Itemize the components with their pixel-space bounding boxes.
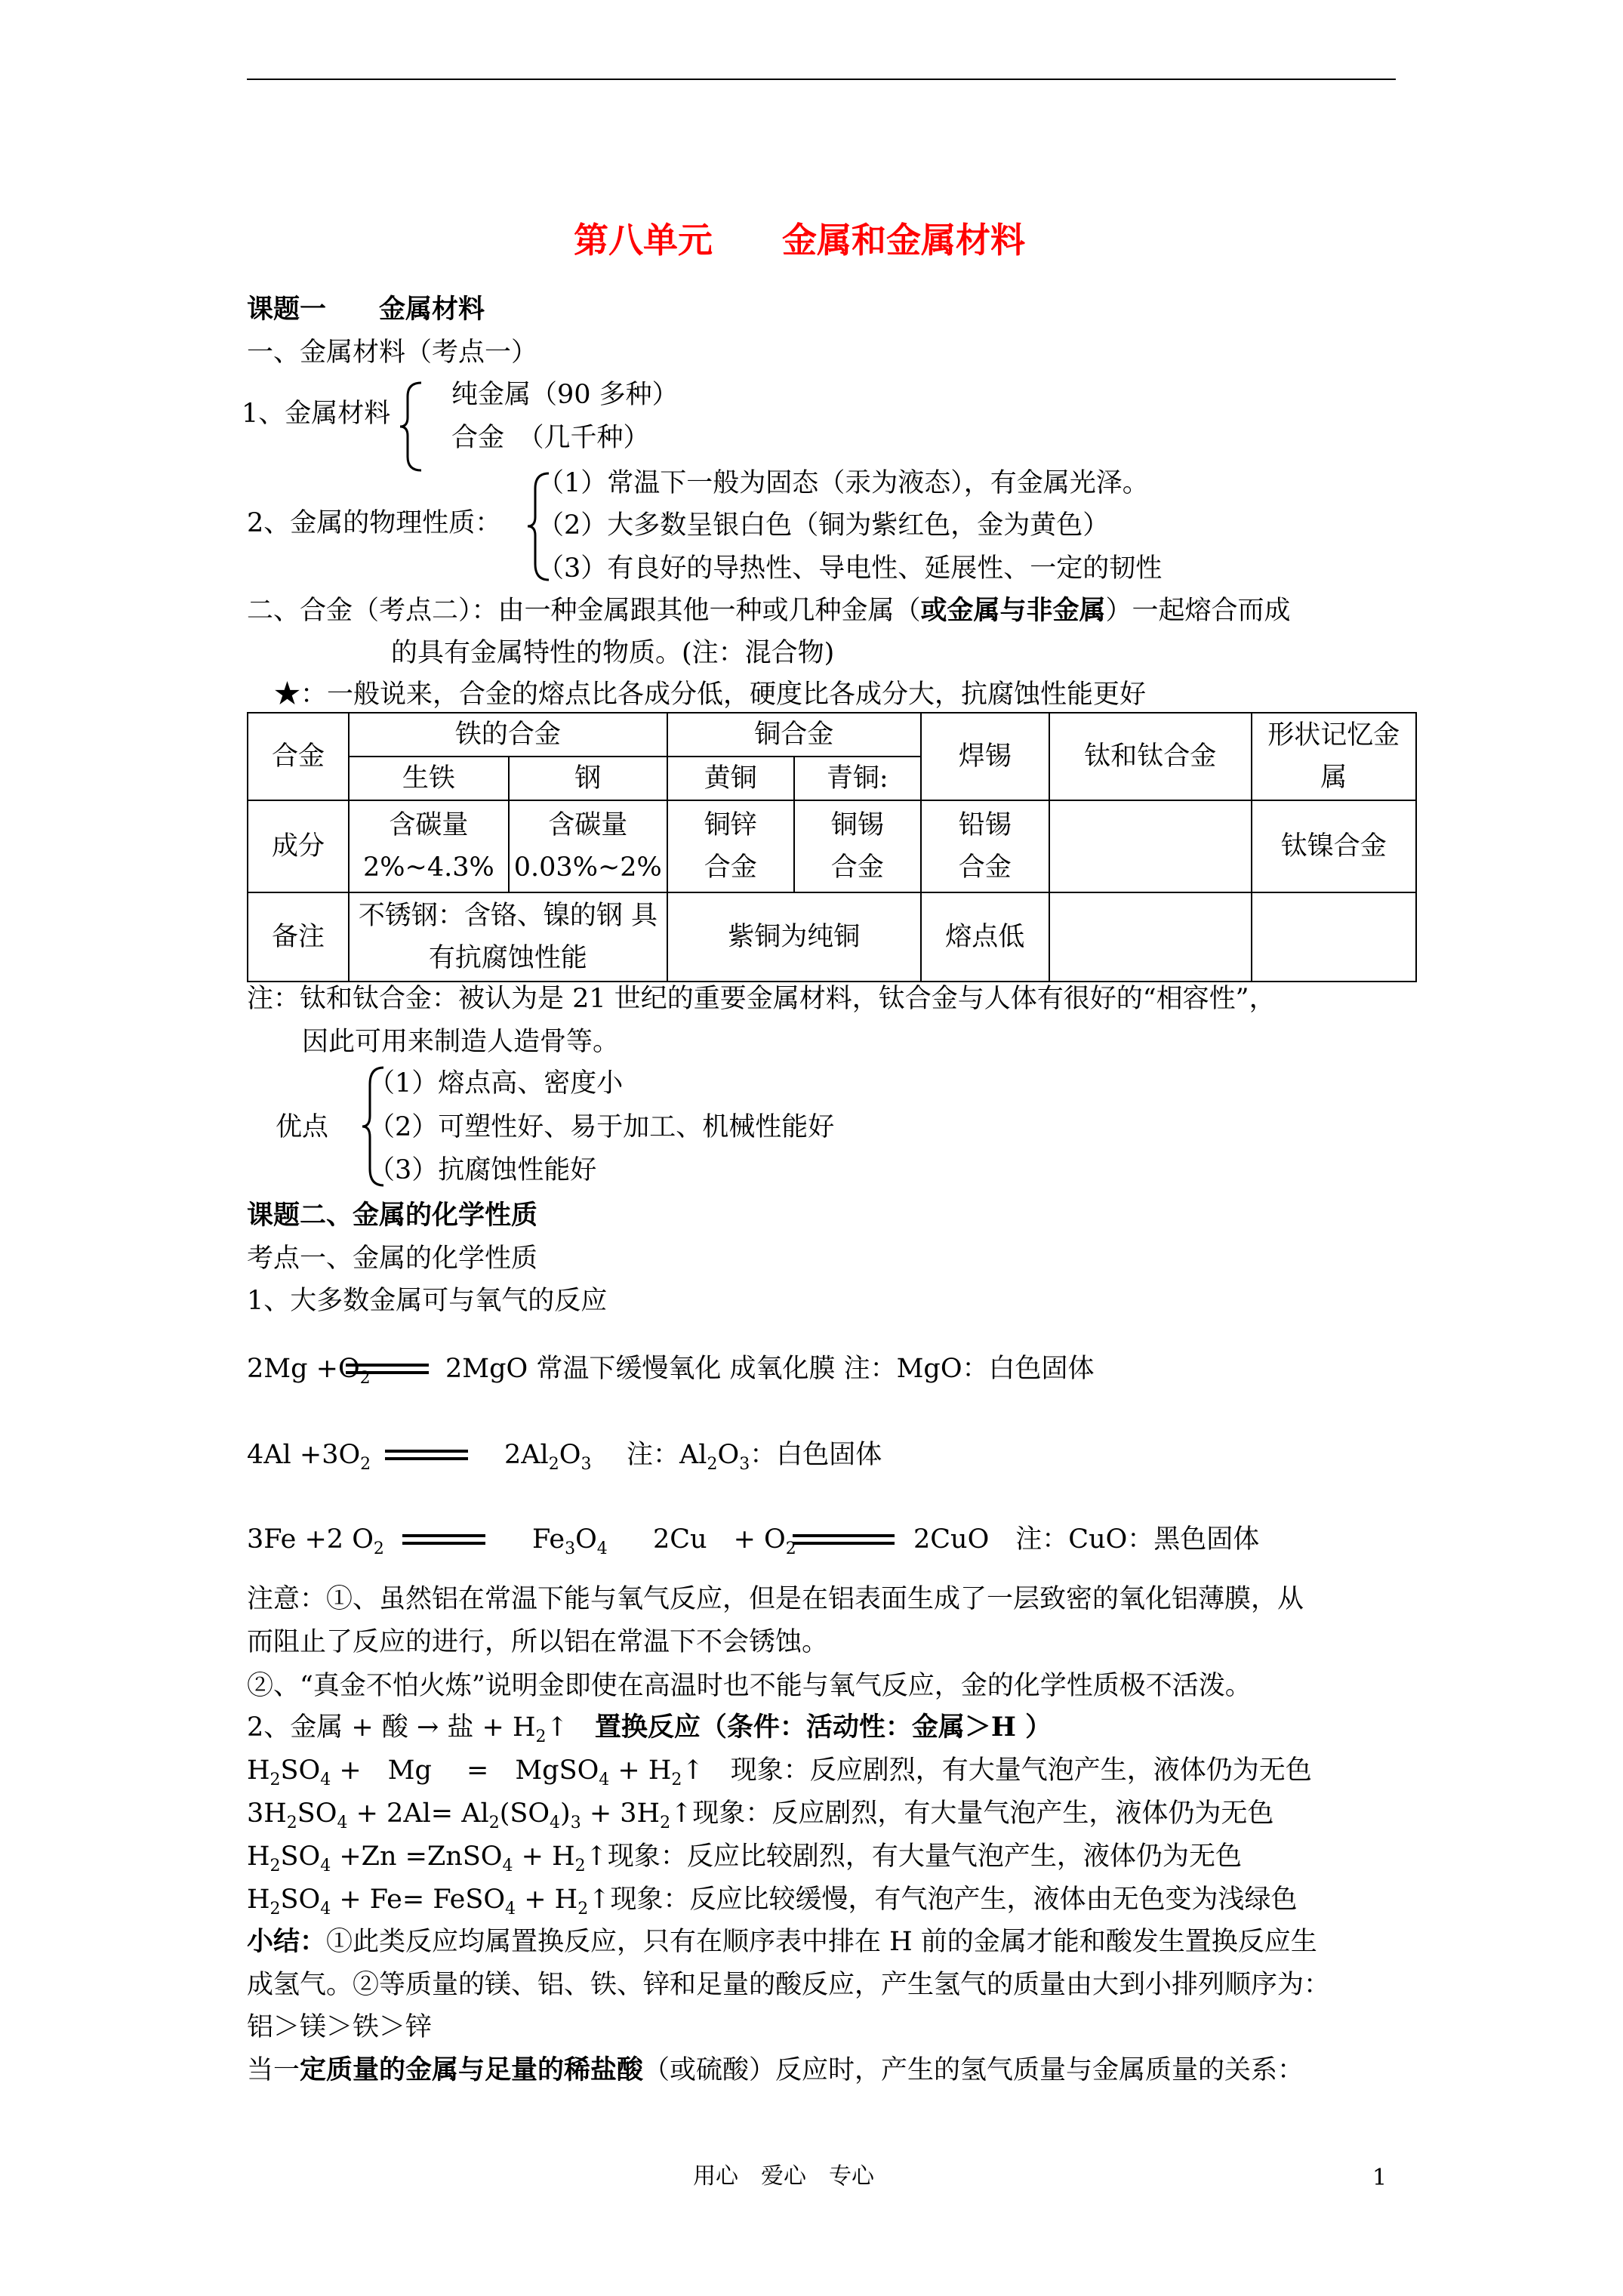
- r4-sub2: 2: [269, 1900, 281, 1918]
- caution-line3: ②、“真金不怕火炼”说明金即使在高温时也不能与氧气反应，金的化学性质极不活泼。: [247, 1671, 1252, 1701]
- r3-mid: +Zn =ZnSO: [331, 1841, 503, 1872]
- metal-materials-item-pure: 纯金属（90 多种）: [451, 380, 679, 410]
- r4-sub4: 4: [320, 1900, 331, 1918]
- eq-fe-o: O: [575, 1524, 597, 1555]
- r2-sub2: 2: [286, 1814, 297, 1832]
- eq-cu-equals: [793, 1534, 895, 1545]
- eq-cu-left-text: 2Cu + O: [653, 1524, 786, 1555]
- section1-heading: 一、金属材料（考点一）: [247, 337, 538, 368]
- r1-sub2: 2: [269, 1771, 281, 1789]
- header-rule: [247, 79, 1396, 80]
- eq-fe-left-text: 3Fe +2 O: [247, 1524, 374, 1555]
- cell-comp-solder: 铅锡 合金: [921, 800, 1049, 892]
- r3-sub2: 2: [269, 1857, 281, 1875]
- lesson2-item2: [247, 1712, 1052, 1746]
- eq-al-note-sub3: 3: [739, 1455, 750, 1474]
- eq-al-sub-3: 3: [581, 1455, 592, 1474]
- cell-comp-bronze: 铜锡 合金: [794, 800, 921, 892]
- last-line-a: 当一: [247, 2055, 300, 2085]
- cell-h-shape: 形状记忆金属: [1252, 713, 1416, 800]
- r4-sub2b: 2: [577, 1900, 589, 1918]
- r2-end: + 3H: [581, 1798, 661, 1829]
- r1-sub2b: 2: [671, 1771, 682, 1789]
- r4-mid: + Fe= FeSO: [331, 1885, 506, 1915]
- eq-fe-equals: [402, 1534, 485, 1545]
- eq-cu-left: [653, 1524, 796, 1558]
- eq-al-right: [504, 1440, 592, 1474]
- reaction-1: [247, 1755, 1312, 1789]
- item2-sub-2: 2: [535, 1727, 547, 1746]
- eq-mg-left-text: 2Mg +O: [247, 1354, 360, 1384]
- physical-property-3: （3）有良好的导热性、导电性、延展性、一定的韧性: [537, 553, 1163, 584]
- r2-so4: (SO: [499, 1798, 550, 1829]
- cell-note-titanium: [1049, 892, 1252, 982]
- r1-h: H: [247, 1755, 270, 1786]
- metal-materials-label: 1、金属材料: [242, 399, 391, 429]
- lesson1-title: 课题一 金属材料: [247, 294, 485, 325]
- cell-comp-shape: 钛镍合金: [1252, 800, 1416, 892]
- r3-so: SO: [280, 1841, 321, 1872]
- lesson2-title: 课题二、金属的化学性质: [247, 1200, 538, 1231]
- lesson2-point1: 考点一、金属的化学性质: [247, 1244, 538, 1274]
- page-title: 第八单元 金属和金属材料: [574, 220, 1025, 260]
- r1-sub4: 4: [320, 1771, 331, 1789]
- eq-cu-right: 2CuO 注：CuO：黑色固体: [913, 1524, 1260, 1555]
- r2-mid: + 2Al= Al: [347, 1798, 489, 1829]
- eq-al-note: [627, 1440, 882, 1474]
- summary-line3: 铝＞镁＞铁＞锌: [247, 2012, 433, 2042]
- last-line-bold: 定质量的金属与足量的稀盐酸: [300, 2054, 644, 2085]
- eq-al-note-sub2: 2: [707, 1455, 718, 1474]
- alloy-table: [247, 712, 1417, 982]
- item2-b: ↑: [546, 1712, 595, 1743]
- r2-paren: ): [560, 1798, 571, 1829]
- cell-comp-steel: 含碳量 0.03%~2%: [509, 800, 667, 892]
- alloy-definition-b: ）一起熔合而成: [1105, 596, 1291, 626]
- footer-motto: 用心 爱心 专心: [693, 2163, 874, 2190]
- eq-mg-sub-2: 2: [359, 1369, 371, 1388]
- caution-line2: 而阻止了反应的进行，所以铝在常温下不会锈蚀。: [247, 1627, 829, 1657]
- cell-h-solder: 焊锡: [921, 713, 1049, 800]
- cell-sub-steel: 钢: [509, 757, 667, 800]
- r4-obs: ↑现象：反应比较缓慢，有气泡产生，液体由无色变为浅绿色: [588, 1885, 1298, 1915]
- r1-end: + H: [609, 1755, 672, 1786]
- eq-al-left: [247, 1440, 371, 1474]
- r4-sub4b: 4: [505, 1900, 516, 1918]
- cell-h-copper: 铜合金: [667, 713, 921, 757]
- titanium-note-line2: 因此可用来制造人造骨等。: [302, 1027, 620, 1057]
- reaction-2: [247, 1798, 1274, 1832]
- cell-row-comp: 成分: [248, 800, 349, 892]
- caution-line1: 注意：①、虽然铝在常温下能与氧气反应，但是在铝表面生成了一层致密的氧化铝薄膜，从: [247, 1584, 1304, 1614]
- summary-line2: 成氢气。②等质量的镁、铝、铁、锌和足量的酸反应，产生氢气的质量由大到小排列顺序为：: [247, 1970, 1331, 2000]
- r1-so: SO: [280, 1755, 321, 1786]
- r3-sub4: 4: [320, 1857, 331, 1875]
- item2-bold: 置换反应（条件：活动性：金属＞H ）: [594, 1712, 1052, 1743]
- cell-sub-pig: 生铁: [349, 757, 509, 800]
- eq-fe-right: [532, 1524, 608, 1558]
- r2-sub2c: 2: [660, 1814, 671, 1832]
- cell-comp-brass: 铜锌 合金: [667, 800, 794, 892]
- advantage-2: （2）可塑性好、易于加工、机械性能好: [368, 1112, 835, 1142]
- r2-sub4: 4: [337, 1814, 348, 1832]
- r3-obs: ↑现象：反应比较剧烈，有大量气泡产生，液体仍为无色: [585, 1841, 1242, 1872]
- cell-note-steel: 不锈钢：含铬、镍的钢 具有抗腐蚀性能: [349, 892, 667, 982]
- r3-sub2b: 2: [574, 1857, 586, 1875]
- alloy-definition-a: 二、合金（考点二）：由一种金属跟其他一种或几种金属（: [247, 596, 921, 626]
- physical-property-2: （2）大多数呈银白色（铜为紫红色，金为黄色）: [537, 510, 1110, 541]
- eq-fe-sub-2: 2: [373, 1539, 384, 1558]
- cell-note-shape: [1252, 892, 1416, 982]
- cell-note-copper: 紫铜为纯铜: [667, 892, 921, 982]
- r4-so: SO: [280, 1885, 321, 1915]
- cell-comp-titanium: [1049, 800, 1252, 892]
- r1-sub4b: 4: [599, 1771, 610, 1789]
- r2-3h: 3H: [247, 1798, 287, 1829]
- eq-mg-equals: [346, 1364, 429, 1374]
- eq-al-note-o: O: [717, 1440, 740, 1470]
- r1-obs: ↑ 现象：反应剧烈，有大量气泡产生，液体仍为无色: [682, 1755, 1312, 1786]
- alloy-definition: [247, 596, 1291, 626]
- metal-materials-item-alloy: 合金 （几千种）: [451, 423, 650, 453]
- last-line: [247, 2055, 1304, 2085]
- summary-label: 小结：: [247, 1926, 327, 1957]
- eq-cu-sub-2: 2: [785, 1539, 796, 1558]
- eq-al-equals: [385, 1450, 468, 1460]
- eq-al-sub-2: 2: [360, 1455, 371, 1474]
- brace-metal-materials: [399, 381, 424, 472]
- eq-al-left-text: 4Al +3O: [247, 1440, 361, 1470]
- lesson2-item1: 1、大多数金属可与氧气的反应: [247, 1286, 608, 1316]
- cell-sub-bronze: 青铜:: [794, 757, 921, 800]
- cell-h-titanium: 钛和钛合金: [1049, 713, 1252, 800]
- r4-end: + H: [516, 1885, 578, 1915]
- cell-h-alloy: 合金: [248, 713, 349, 800]
- r3-h: H: [247, 1841, 270, 1872]
- reaction-4: [247, 1885, 1298, 1918]
- eq-al-right-text: 2Al: [504, 1440, 549, 1470]
- summary-line1: [247, 1927, 1317, 1957]
- eq-fe-sub-4: 4: [596, 1539, 608, 1558]
- cell-row-note: 备注: [248, 892, 349, 982]
- eq-mg-right: 2MgO 常温下缓慢氧化 成氧化膜 注：MgO：白色固体: [445, 1354, 1095, 1384]
- titanium-note-line1: 注：钛和钛合金：被认为是 21 世纪的重要金属材料，钛合金与人体有很好的“相容性”，: [247, 984, 1276, 1014]
- r2-sub4b: 4: [550, 1814, 561, 1832]
- advantage-1: （1）熔点高、密度小: [368, 1068, 624, 1099]
- r2-so: SO: [297, 1798, 337, 1829]
- r4-h: H: [247, 1885, 270, 1915]
- eq-fe-right-text: Fe: [532, 1524, 565, 1555]
- eq-al-note-text: 注：Al: [627, 1440, 707, 1470]
- physical-property-1: （1）常温下一般为固态（汞为液态），有金属光泽。: [537, 468, 1149, 498]
- alloy-definition-line2: 的具有金属特性的物质。(注：混合物): [391, 638, 835, 668]
- advantage-3: （3）抗腐蚀性能好: [368, 1155, 597, 1185]
- eq-al-sub-2b: 2: [548, 1455, 559, 1474]
- summary-text1: ①此类反应均属置换反应，只有在顺序表中排在 H 前的金属才能和酸发生置换反应生: [326, 1927, 1317, 1957]
- cell-sub-brass: 黄铜: [667, 757, 794, 800]
- alloy-definition-bold: 或金属与非金属: [920, 595, 1106, 626]
- eq-fe-sub-3: 3: [565, 1539, 576, 1558]
- cell-h-iron: 铁的合金: [349, 713, 667, 757]
- page-number: 1: [1372, 2165, 1387, 2191]
- r1-mid: + Mg = MgSO: [331, 1755, 599, 1786]
- star-note: ★：一般说来，合金的熔点比各成分低，硬度比各成分大，抗腐蚀性能更好: [274, 680, 1147, 710]
- r3-sub4b: 4: [502, 1857, 513, 1875]
- cell-note-solder: 熔点低: [921, 892, 1049, 982]
- reaction-3: [247, 1841, 1242, 1875]
- eq-al-o: O: [559, 1440, 581, 1470]
- item2-a: 2、金属 + 酸 → 盐 + H: [247, 1712, 536, 1743]
- r2-obs: ↑现象：反应剧烈，有大量气泡产生，液体仍为无色: [670, 1798, 1274, 1829]
- r3-end: + H: [513, 1841, 575, 1872]
- r2-sub2b: 2: [488, 1814, 500, 1832]
- physical-properties-label: 2、金属的物理性质：: [247, 508, 502, 538]
- advantages-label: 优点: [276, 1112, 329, 1142]
- eq-fe-left: [247, 1524, 384, 1558]
- eq-al-note-text2: ：白色固体: [750, 1440, 882, 1470]
- cell-comp-pig: 含碳量 2%~4.3%: [349, 800, 509, 892]
- r2-sub3: 3: [570, 1814, 581, 1832]
- last-line-b: （或硫酸）反应时，产生的氢气质量与金属质量的关系：: [643, 2055, 1304, 2085]
